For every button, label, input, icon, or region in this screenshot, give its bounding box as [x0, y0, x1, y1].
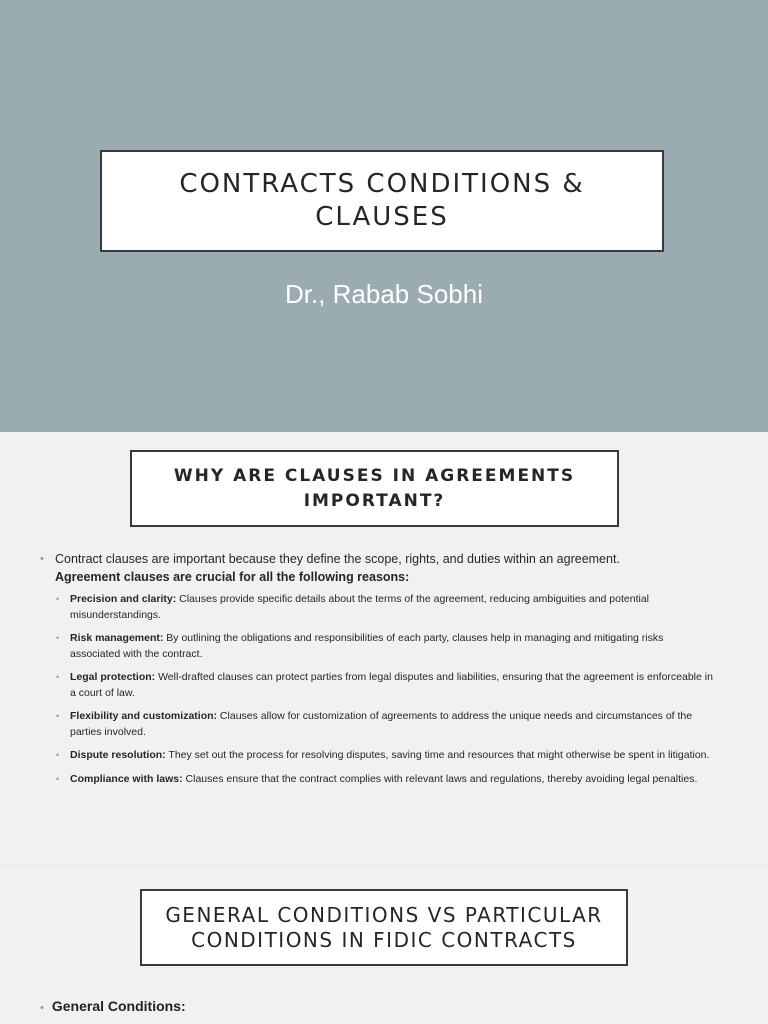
intro-strong-text: Agreement clauses are crucial for all the following reasons:	[55, 570, 410, 584]
heading-box	[140, 889, 628, 966]
list-item	[56, 772, 716, 788]
intro-text: Contract clauses are important because they define the scope, rights, and duties within an agreement.	[55, 552, 620, 566]
bullet-icon: •	[56, 711, 60, 721]
reason-term: Dispute resolution:	[70, 749, 166, 761]
bullet-icon: •	[56, 672, 60, 682]
bullet-icon: •	[40, 553, 44, 565]
heading-box	[130, 450, 619, 527]
bullet-icon: •	[56, 594, 60, 604]
general-conditions-label: General Conditions:	[51, 998, 186, 1014]
bullet-icon: •	[56, 633, 60, 643]
reason-term: Compliance with laws:	[70, 772, 183, 785]
slide-heading: WHY ARE CLAUSES IN AGREEMENTS IMPORTANT?	[173, 465, 576, 511]
slide-title: CONTRACTS CONDITIONS & CLAUSES	[179, 169, 585, 232]
reason-text: They set out the process for resolving disputes, saving time and resources that might otherwise be spent in litigation.	[165, 749, 710, 761]
title-slide	[0, 0, 768, 432]
slide-heading: GENERAL CONDITIONS VS PARTICULAR CONDITIONS IN FIDIC CONTRACTS	[165, 902, 603, 952]
bullet-icon: •	[56, 750, 60, 760]
reason-term: Legal protection:	[70, 671, 156, 683]
reasons-list	[56, 592, 716, 795]
fidic-slide	[0, 866, 768, 1024]
list-item	[56, 709, 716, 740]
list-item	[56, 670, 716, 701]
reason-text: Clauses ensure that the contract complies with relevant laws and regulations, thereby avoiding legal penalties.	[182, 772, 698, 785]
reason-text: Clauses allow for customization of agreements to address the unique needs and circumstances of the parties involved.	[70, 710, 693, 738]
reason-text: Well-drafted clauses can protect parties from legal disputes and liabilities, ensuring that the agreement is enforceable in a court of law.	[70, 671, 713, 699]
reason-text: By outlining the obligations and responsibilities of each party, clauses help in managing and mitigating risks associated with the contract.	[70, 632, 664, 660]
title-box	[100, 150, 664, 252]
intro-paragraph	[40, 550, 740, 586]
clauses-slide	[0, 432, 768, 864]
list-item	[56, 592, 716, 623]
bullet-icon: •	[40, 1002, 44, 1014]
reason-term: Precision and clarity:	[70, 593, 177, 605]
list-item	[56, 748, 716, 764]
author-subtitle: Dr., Rabab Sobhi	[284, 279, 483, 309]
reason-term: Flexibility and customization:	[70, 710, 218, 722]
general-conditions-item	[40, 998, 186, 1014]
reason-term: Risk management:	[70, 632, 164, 644]
list-item	[56, 631, 716, 662]
reason-text: Clauses provide specific details about the terms of the agreement, reducing ambiguities and potential misunderstandings.	[70, 593, 649, 621]
bullet-icon: •	[56, 773, 60, 784]
